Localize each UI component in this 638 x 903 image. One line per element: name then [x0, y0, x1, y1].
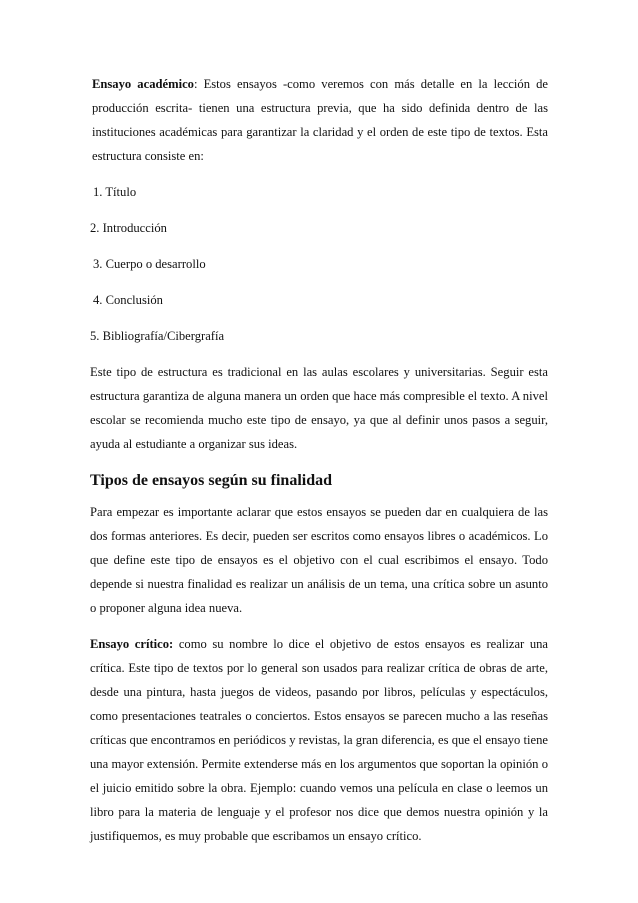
intro-text: : Estos ensayos -como veremos con más detalle en la lección de producción escrita- tienen una estructura previa, que ha sido definida dentro de las instituciones académicas para garantizar la claridad y el orden de este tipo de textos. Esta estructura consiste en:: [92, 77, 548, 163]
start-paragraph: Para empezar es importante aclarar que estos ensayos se pueden dar en cualquiera de las dos formas anteriores. Es decir, pueden ser escritos como ensayos libres o académicos. Lo que define este tipo de ensayos es el objetivo con el cual escribimos el ensayo. Todo depende si nuestra finalidad es realizar un análisis de un tema, una crítica sobre un asunto o proponer alguna idea nueva.: [90, 505, 548, 615]
structure-item-1: 1. Título: [93, 185, 137, 199]
structure-item-2: 2. Introducción: [90, 221, 167, 235]
document-body: [90, 72, 548, 860]
critical-text: como su nombre lo dice el objetivo de estos ensayos es realizar una crítica. Este tipo de textos por lo general son usados para realizar crítica de obras de arte, desde una pintura, hasta juegos de videos, pasando por libros, películas y espectáculos, como presentaciones teatrales o conciertos. Estos ensayos se parecen mucho a las reseñas críticas que encontramos en periódicos y revistas, la gran diferencia, es que el ensayo tiene una mayor extensión. Permite extenderse más en los argumentos que soportan la opinión o el juicio emitido sobre la obra. Ejemplo: cuando vemos una película en clase o leemos un libro para la materia de lenguaje y el profesor nos dice que demos nuestra opinión y la justifiquemos, es muy probable que escribamos un ensayo crítico.: [90, 637, 548, 843]
structure-item-5: 5. Bibliografía/Cibergrafía: [90, 329, 225, 343]
intro-paragraph: [90, 72, 548, 168]
structure-item-3: 3. Cuerpo o desarrollo: [93, 257, 206, 271]
critical-essay-paragraph: [90, 632, 548, 848]
structure-item-4: 4. Conclusión: [93, 293, 163, 307]
critical-term: Ensayo crítico:: [90, 637, 174, 651]
intro-term: Ensayo académico: [92, 77, 194, 91]
structure-paragraph: Este tipo de estructura es tradicional en las aulas escolares y universitarias. Seguir esta estructura garantiza de alguna manera un orden que hace más compresible el texto. A nivel escolar se recomienda mucho este tipo de ensayo, ya que al definir unos pasos a seguir, ayuda al estudiante a organizar sus ideas.: [90, 365, 548, 451]
section-heading: Tipos de ensayos según su finalidad: [90, 472, 333, 489]
